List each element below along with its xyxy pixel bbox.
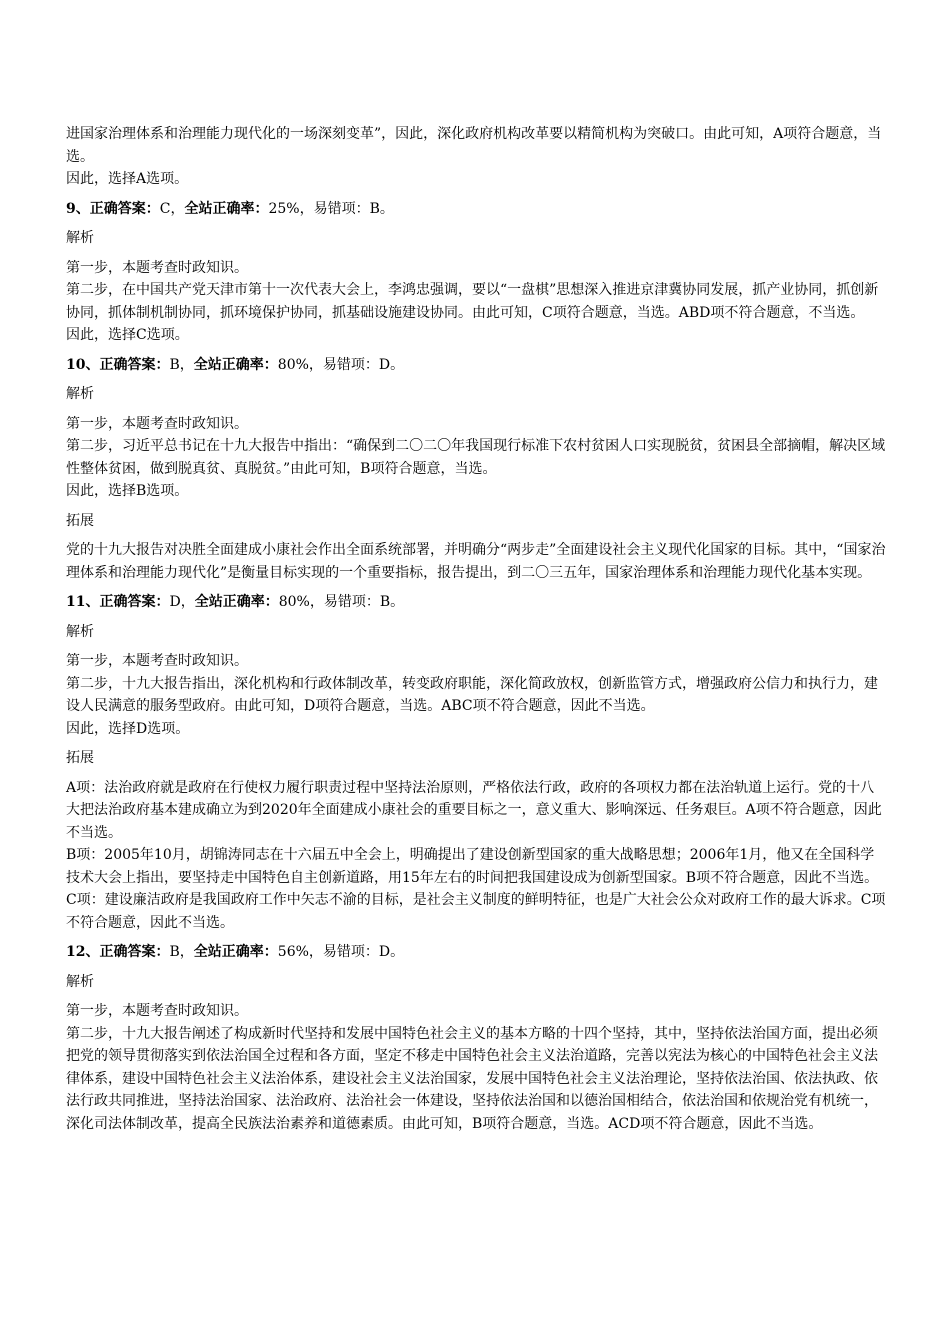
q11-step1: 第一步，本题考查时政知识。 <box>66 653 248 669</box>
q9-conclusion: 因此，选择C选项。 <box>66 327 189 343</box>
q10-step2: 第二步，习近平总书记在十九大报告中指出：“确保到二〇二〇年我国现行标准下农村贫困人口实现脱贫，贫困县全部摘帽，解决区域性整体贫困，做到脱真贫、真脱贫。”由此可知，B项符合题意，当选。 <box>66 438 886 477</box>
q11-extension-b: B项：2005年10月，胡锦涛同志在十六届五中全会上，明确提出了建设创新型国家的重大战略思想；2006年1月，他又在全国科学技术大会上指出，要坚持走中国特色自主创新道路，用15年左右的时间把我国建设成为创新型国家。B项不符合题意，因此不当选。 <box>66 847 879 886</box>
q10-step1: 第一步，本题考查时政知识。 <box>66 415 248 432</box>
q11-answer: D， <box>169 594 195 610</box>
q12-step2: 第二步，十九大报告阐述了构成新时代坚持和发展中国特色社会主义的基本方略的十四个坚持，其中，坚持依法治国方面，提出必须把党的领导贯彻落实到依法治国全过程和各方面，坚定不移走中国特色社会主义法治道路，完善以宪法为核心的中国特色社会主义法律体系，建设中国特色社会主义法治体系，建设社会主义法治国家，发展中国特色社会主义法治理论，坚持依法治国、依法执政、依法行政共同推进，坚持法治国家、法治政府、法治社会一体建设，坚持依法治国和以德治国相结合，依法治国和依规治党有机统一，深化司法体制改革，提高全民族法治素养和道德素质。由此可知，B项符合题意，当选。ACD项不符合题意，因此不当选。 <box>66 1025 878 1132</box>
q10-number: 10、 <box>66 356 100 373</box>
intro-paragraph: 进国家治理体系和治理能力现代化的一场深刻变革”，因此，深化政府机构改革要以精简机构为突破口。由此可知，A项符合题意，当选。 <box>66 126 882 165</box>
q10-analysis-title: 解析 <box>66 386 94 402</box>
q11-number: 11、 <box>66 594 100 610</box>
q10-rate-label: 全站正确率： <box>193 356 278 373</box>
q9-step1: 第一步，本题考查时政知识。 <box>66 259 248 276</box>
q12-step1: 第一步，本题考查时政知识。 <box>66 1003 248 1019</box>
q9-analysis-title: 解析 <box>66 230 94 246</box>
q12-analysis-title: 解析 <box>66 973 94 990</box>
q9-answer: C， <box>159 200 185 217</box>
q10-answer-label: 正确答案： <box>99 356 170 373</box>
q11-rate-label: 全站正确率： <box>194 594 279 610</box>
q10-rate: 80%，易错项：D。 <box>277 356 405 373</box>
q12-number: 12、 <box>66 944 100 960</box>
q11-rate: 80%，易错项：B。 <box>278 594 405 610</box>
q11-header <box>66 591 886 614</box>
q10-conclusion: 因此，选择B选项。 <box>66 483 189 499</box>
q9-answer-label: 正确答案： <box>89 200 160 217</box>
q10-extension-text: 党的十九大报告对决胜全面建成小康社会作出全面系统部署，并明确分“两步走”全面建设社会主义现代化国家的目标。其中，“国家治理体系和治理能力现代化”是衡量目标实现的一个重要指标，报告提出，到二〇三五年，国家治理体系和治理能力现代化基本实现。 <box>66 542 886 581</box>
answer-document <box>66 123 886 1135</box>
q12-answer: B， <box>169 944 194 960</box>
q11-extension-c: C项：建设廉洁政府是我国政府工作中矢志不渝的目标，是社会主义制度的鲜明特征，也是广大社会公众对政府工作的最大诉求。C项不符合题意，因此不当选。 <box>66 892 886 931</box>
q12-answer-label: 正确答案： <box>99 944 170 960</box>
q12-header <box>66 941 886 964</box>
intro-conclusion: 因此，选择A选项。 <box>66 171 189 187</box>
q10-answer: B， <box>169 356 194 373</box>
q12-rate-label: 全站正确率： <box>193 944 278 960</box>
q9-rate-label: 全站正确率： <box>184 200 269 217</box>
q9-header <box>66 198 886 221</box>
q11-step2: 第二步，十九大报告指出，深化机构和行政体制改革，转变政府职能，深化简政放权，创新监管方式，增强政府公信力和执行力，建设人民满意的服务型政府。由此可知，D项符合题意，当选。ABC项不符合题意，因此不当选。 <box>66 675 878 714</box>
q11-analysis-title: 解析 <box>66 623 94 640</box>
q12-rate: 56%，易错项：D。 <box>277 944 405 960</box>
q11-conclusion: 因此，选择D选项。 <box>66 720 190 737</box>
q9-number: 9、 <box>66 200 90 217</box>
q9-step2: 第二步，在中国共产党天津市第十一次代表大会上，李鸿忠强调，要以“一盘棋”思想深入推进京津冀协同发展，抓产业协同，抓创新协同，抓体制机制协同，抓环境保护协同，抓基础设施建设协同。由此可知，C项符合题意，当选。ABD项不符合题意，不当选。 <box>66 282 879 321</box>
q10-header <box>66 354 886 377</box>
q11-extension-title: 拓展 <box>66 750 94 766</box>
q11-answer-label: 正确答案： <box>99 594 170 610</box>
q11-extension-a: A项：法治政府就是政府在行使权力履行职责过程中坚持法治原则，严格依法行政，政府的各项权力都在法治轨道上运行。党的十八大把法治政府基本建成确立为到2020年全面建成小康社会的重要目标之一，意义重大、影响深远、任务艰巨。A项不符合题意，因此不当选。 <box>66 779 882 841</box>
q9-rate: 25%，易错项：B。 <box>268 200 394 217</box>
q10-extension-title: 拓展 <box>66 512 94 529</box>
